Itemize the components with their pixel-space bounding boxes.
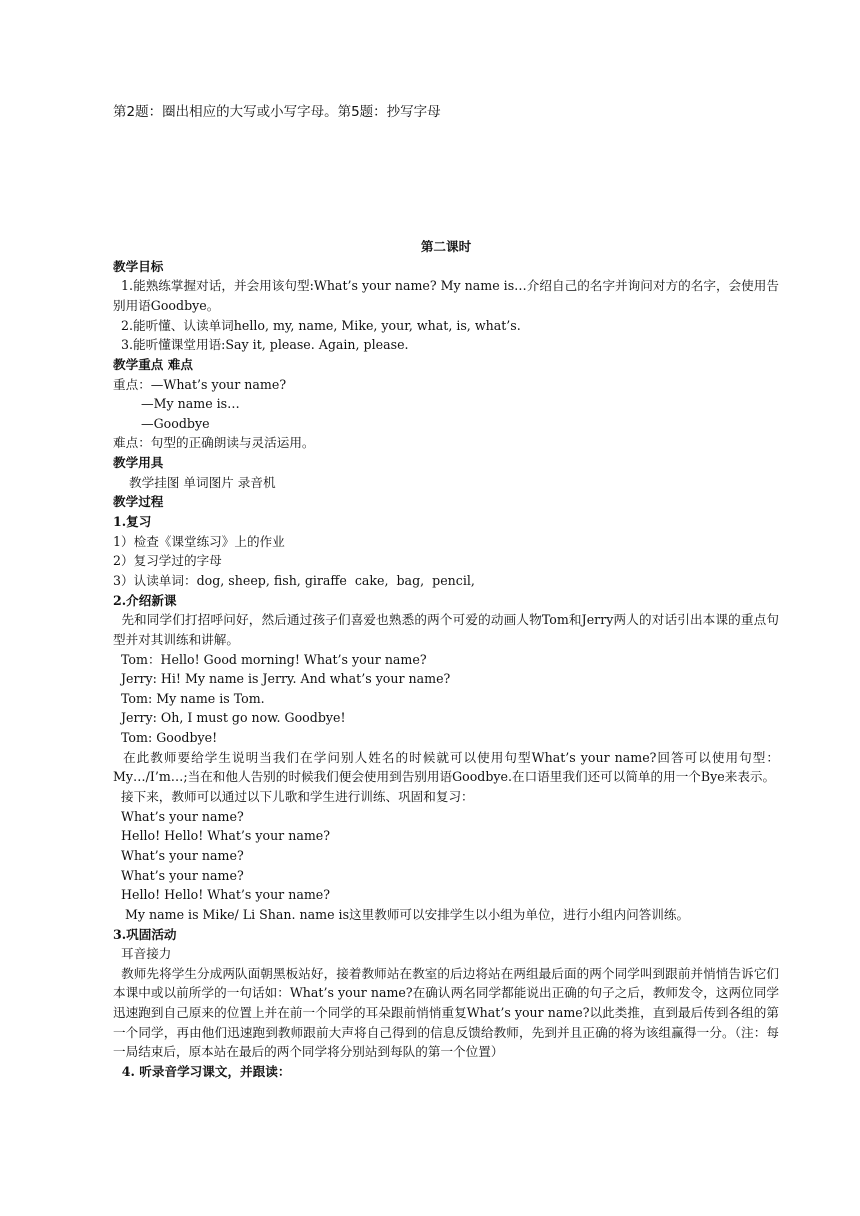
text-line: My name is Mike/ Li Shan. name is这里教师可以安排学生以小组为单位，进行小组内问答训练。 (113, 906, 690, 922)
section-heading: 教学重点 难点 (113, 356, 193, 372)
text-line: 接下来，教师可以通过以下儿歌和学生进行训练、巩固和复习： (113, 789, 474, 805)
text-line: 重点：—What’s your name? (113, 376, 287, 392)
text-line: Jerry: Oh, I must go now. Goodbye! (113, 710, 346, 726)
text-line: What’s your name? (113, 867, 244, 883)
section-heading: 1.复习 (113, 514, 152, 529)
section-heading: 2.介绍新课 (113, 592, 177, 608)
text-line: 教学挂图 单词图片 录音机 (113, 474, 276, 490)
exercise-note: 第2题：圈出相应的大写或小写字母。第5题：抄写字母 (113, 104, 441, 120)
section-heading: 教学目标 (113, 258, 164, 274)
text-line: Tom: Goodbye! (113, 730, 218, 746)
text-line: Tom：Hello! Good morning! What’s your name? (113, 651, 427, 667)
section-heading: 3.巩固活动 (113, 926, 177, 942)
paragraph: 1.能熟练掌握对话，并会用该句型:What’s your name? My name is…介绍自己的名字并询问对方的名字，会使用告别用语Goodbye。 (113, 278, 779, 313)
text-line: —Goodbye (113, 415, 210, 431)
text-line: 2）复习学过的字母 (113, 553, 222, 569)
text-line: Tom: My name is Tom. (113, 690, 265, 706)
text-line: Hello! Hello! What’s your name? (113, 828, 330, 844)
text-line: 2.能听懂、认读单词hello, my, name, Mike, your, what, is, what’s. (113, 317, 521, 333)
text-line: 难点：句型的正确朗读与灵活运用。 (113, 435, 315, 451)
paragraph: 先和同学们打招呼问好，然后通过孩子们喜爱也熟悉的两个可爱的动画人物Tom和Jerry两人的对话引出本课的重点句型并对其训练和讲解。 (113, 612, 779, 647)
section-heading: 教学用具 (113, 455, 164, 471)
lesson-title: 第二课时 (420, 239, 472, 254)
text-line: What’s your name? (113, 847, 244, 863)
section-heading: 4. 听录音学习课文，并跟读： (113, 1064, 291, 1080)
section-heading: 教学过程 (113, 494, 164, 510)
text-line: Jerry: Hi! My name is Jerry. And what’s your name? (113, 671, 451, 687)
lesson-content (113, 237, 779, 1082)
text-line: —My name is… (113, 396, 240, 412)
text-line: What’s your name? (113, 808, 244, 824)
paragraph: 在此教师要给学生说明当我们在学问别人姓名的时候就可以使用句型What’s your name?回答可以使用句型：My…/I’m…;当在和他人告别的时候我们便会使用到告别用语Goodbye.在口语里我们还可以简单的用一个Bye来表示。 (113, 749, 779, 785)
paragraph: 教师先将学生分成两队面朝黑板站好，接着教师站在教室的后边将站在两组最后面的两个同学叫到跟前并悄悄告诉它们本课中或以前所学的一句话如：What’s your name?在确认两名同学都能说出正确的句子之后，教师发令，这两位同学迅速跑到自己原来的位置上并在前一个同学的耳朵跟前悄悄重复What’s your name?以此类推，直到最后传到各组的第一个同学，再由他们迅速跑到教师跟前大声将自己得到的信息反馈给教师，先到并且正确的将为该组赢得一分。（注：每一局结束后，原本站在最后的两个同学将分别站到每队的第一个位置） (113, 965, 779, 1060)
text-line: 1）检查《课堂练习》上的作业 (113, 533, 285, 549)
text-line: Hello! Hello! What’s your name? (113, 887, 330, 903)
lesson-body (113, 257, 779, 1082)
text-line: 3.能听懂课堂用语:Say it, please. Again, please. (113, 337, 409, 353)
text-line: 耳音接力 (113, 946, 172, 962)
text-line: 3）认读单词：dog, sheep, fish, giraffe cake, bag, pencil, (113, 572, 475, 588)
